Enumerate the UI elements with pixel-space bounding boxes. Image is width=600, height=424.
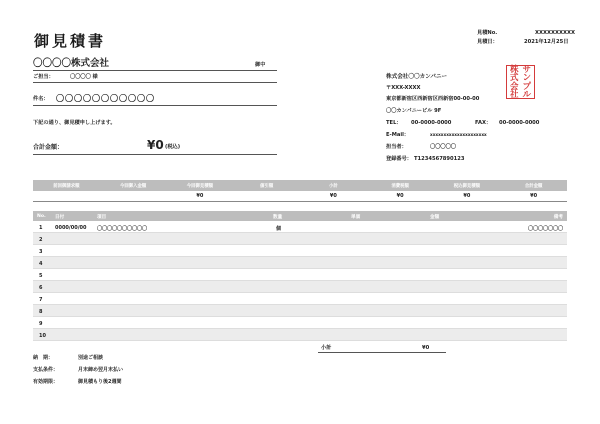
table-row — [33, 305, 567, 317]
subtotal-value: ¥0 — [422, 345, 430, 351]
estimate-date-label: 見積日： — [477, 39, 498, 45]
subject-value: 〇〇〇〇〇〇〇〇〇〇〇 — [56, 94, 155, 103]
row-no: 9 — [39, 321, 43, 327]
seal-char: ル — [522, 90, 531, 101]
row-date: 0000/00/00 — [55, 225, 87, 231]
seal-char: プ — [522, 81, 531, 92]
validity-value: 御見積もり後2週間 — [78, 379, 122, 385]
row-note: 〇〇〇〇〇〇〇 — [527, 226, 563, 232]
summary-table — [33, 180, 567, 202]
col-qty-header: 数量 — [273, 214, 283, 220]
total-amount: ¥0 — [147, 138, 164, 152]
email-label: E-Mail： — [386, 132, 410, 138]
summary-header-cell: 小計 — [328, 183, 338, 189]
row-no: 1 — [39, 225, 43, 231]
table-row — [33, 221, 567, 233]
col-unit-price-header: 単価 — [351, 214, 361, 220]
col-item-header: 項目 — [97, 214, 107, 220]
summary-value-cell — [233, 191, 300, 201]
items-header-row — [33, 211, 567, 221]
items-table — [33, 211, 567, 341]
total-label: 合計金額： — [33, 144, 64, 151]
intro-text: 下記の通り、御見積申し上げます。 — [33, 120, 116, 126]
table-row — [33, 293, 567, 305]
payment-terms-label: 支払条件： — [33, 367, 59, 373]
company-address2: 〇〇カンパニービル 9F — [386, 108, 442, 114]
table-row — [33, 233, 567, 245]
fax-value: 00-0000-0000 — [499, 120, 540, 126]
page-title: 御見積書 — [34, 32, 107, 50]
subtotal-label: 小計 — [321, 345, 332, 351]
delivery-value: 別途ご相談 — [78, 355, 104, 361]
row-no: 7 — [39, 297, 43, 303]
summary-header-cell: 合計金額 — [524, 183, 543, 189]
col-amount-header: 金額 — [430, 214, 440, 220]
contact-value: 〇〇〇〇 様 — [70, 74, 98, 80]
estimate-no-value: XXXXXXXXXX — [535, 30, 575, 36]
col-no-header: No. — [37, 213, 46, 219]
row-no: 6 — [39, 285, 43, 291]
tel-label: TEL： — [386, 120, 402, 126]
summary-value-cell: ¥0 — [329, 193, 337, 199]
validity-label: 有効期限： — [33, 379, 59, 385]
payment-terms-value: 月末締め翌月末払い — [78, 367, 124, 373]
table-row — [33, 269, 567, 281]
summary-value-cell: ¥0 — [463, 193, 471, 199]
company-name: 株式会社〇〇カンパニー — [386, 74, 448, 80]
company-postal: 〒XXX-XXXX — [386, 85, 421, 91]
table-row — [33, 245, 567, 257]
staff-label: 担当者： — [386, 144, 407, 150]
estimate-no-label: 見積No. — [477, 30, 498, 36]
row-no: 3 — [39, 249, 43, 255]
company-address1: 東京都新宿区西新宿区西新宿00-00-00 — [386, 96, 480, 102]
row-no: 2 — [39, 237, 43, 243]
summary-header-cell: 前回御請求額 — [53, 183, 80, 189]
summary-header-cell: 今回御見積額 — [186, 183, 214, 189]
table-row — [33, 281, 567, 293]
recipient-underline — [33, 70, 277, 71]
recipient-honorific: 御中 — [255, 62, 266, 68]
company-seal — [506, 65, 535, 99]
total-underline — [33, 154, 277, 155]
row-no: 4 — [39, 261, 43, 267]
fax-label: FAX： — [475, 120, 492, 126]
reg-value: T1234567890123 — [414, 156, 465, 162]
summary-value-cell — [33, 191, 100, 201]
summary-value-cell: ¥0 — [396, 193, 404, 199]
tel-value: 00-0000-0000 — [411, 120, 452, 126]
table-row — [33, 329, 567, 341]
summary-header-cell: 消費税額 — [391, 183, 409, 189]
summary-header-cell: 税込御見積額 — [453, 183, 481, 189]
col-date-header: 日付 — [55, 214, 65, 220]
subtotal-underline — [318, 352, 446, 353]
summary-header-row — [33, 180, 567, 191]
seal-char: 株 — [509, 65, 519, 75]
subject-label: 件名： — [33, 96, 49, 102]
contact-underline — [33, 82, 277, 83]
reg-label: 登録番号： — [386, 156, 412, 162]
row-no: 10 — [39, 333, 46, 339]
seal-char: 式 — [509, 73, 519, 84]
row-no: 5 — [39, 273, 43, 279]
row-no: 8 — [39, 309, 43, 315]
summary-value-cell: ¥0 — [196, 193, 204, 199]
estimate-date-value: 2021年12月25日 — [524, 39, 569, 45]
total-tax-note: (税込) — [165, 144, 181, 150]
contact-label: ご担当： — [33, 74, 54, 80]
seal-char: サ — [522, 65, 531, 75]
table-row — [33, 257, 567, 269]
email-value: xxxxxxxxxxxxxxxxxxxxx — [430, 132, 487, 137]
col-note-header: 備考 — [553, 214, 563, 220]
subject-underline — [33, 105, 277, 106]
summary-header-cell: 今回御入金額 — [119, 183, 147, 189]
table-row — [33, 317, 567, 329]
seal-char: 会 — [509, 81, 519, 92]
summary-header-cell: 値引額 — [260, 183, 274, 189]
summary-value-cell: ¥0 — [530, 193, 538, 199]
summary-value-cell — [100, 191, 167, 201]
summary-value-row — [33, 191, 567, 202]
delivery-label: 納 期： — [33, 355, 54, 361]
row-qty: 個 — [276, 226, 282, 232]
staff-value: 〇〇〇〇〇 — [430, 144, 456, 150]
seal-char: ン — [522, 73, 531, 84]
seal-char: 社 — [509, 90, 519, 101]
row-item: 〇〇〇〇〇〇〇〇〇〇 — [97, 226, 148, 232]
recipient-name: 〇〇〇〇株式会社 — [33, 58, 110, 69]
